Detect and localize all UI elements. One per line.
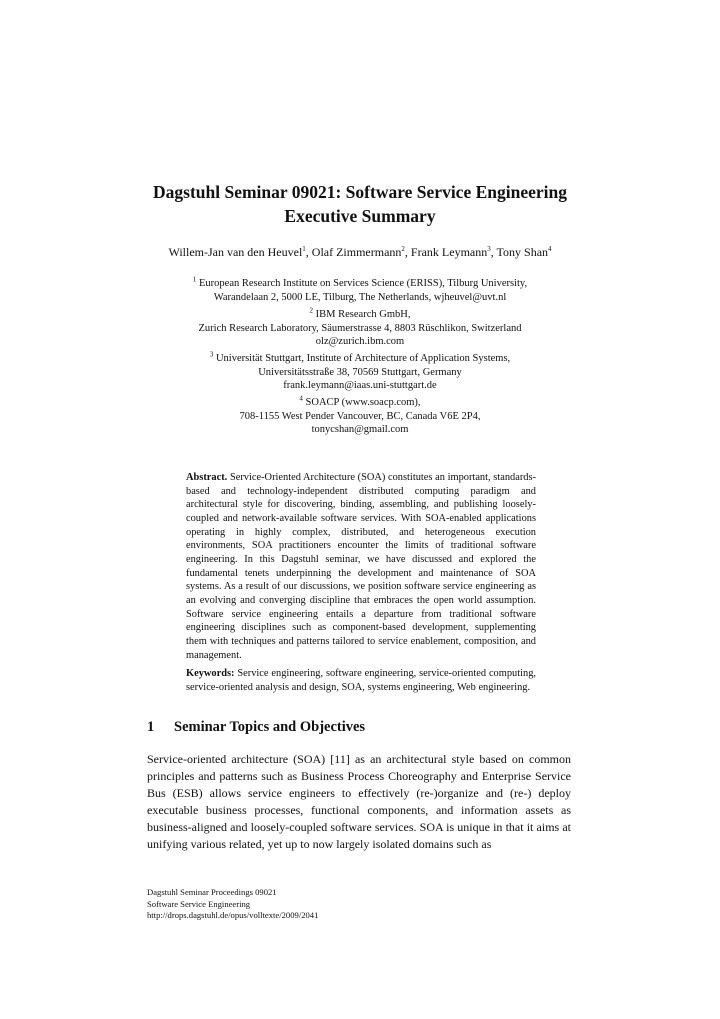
paper-title: [0, 180, 720, 228]
affiliation-line: Warandelaan 2, 5000 LE, Tilburg, The Netherlands, wjheuvel@uvt.nl: [213, 291, 507, 303]
affiliation-marker: 2: [309, 306, 314, 315]
footer-proceedings: Dagstuhl Seminar Proceedings 09021: [147, 887, 277, 897]
author-affiliation-marker: 1: [302, 245, 306, 253]
affiliation-line: European Research Institute on Services Science (ERISS), Tilburg University,: [196, 278, 528, 289]
author-affiliation-marker: 2: [401, 245, 405, 253]
page-footer: [147, 887, 318, 922]
affiliation-marker: 3: [209, 350, 214, 359]
keywords-label: Keywords:: [186, 668, 235, 680]
affiliation-email: olz@zurich.ibm.com: [315, 336, 405, 347]
author-affiliation-marker: 3: [487, 245, 491, 253]
author-separator: ,: [305, 245, 312, 259]
author-name: Tony Shan: [496, 245, 549, 259]
author-separator: ,: [490, 245, 497, 259]
abstract-label: Abstract.: [186, 472, 228, 483]
affiliation-2: [0, 308, 720, 349]
affiliation-line: Zurich Research Laboratory, Säumerstrasse 4, 8803 Rüschlikon, Switzerland: [198, 322, 522, 334]
keywords-text: Service engineering, software engineering, service-oriented computing, service-oriented analysis and design, SOA, systems engineering, Web engineering.: [186, 668, 536, 693]
author-list: [0, 245, 720, 260]
affiliation-email: frank.leymann@iaas.uni-stuttgart.de: [283, 380, 437, 391]
author-name: Olaf Zimmermann: [311, 245, 402, 259]
section-title: Seminar Topics and Objectives: [174, 719, 366, 735]
affiliation-marker: 1: [192, 275, 197, 284]
affiliation-line: 708-1155 West Pender Vancouver, BC, Canada V6E 2P4,: [239, 410, 481, 422]
footer-url: http://drops.dagstuhl.de/opus/volltexte/2009/2041: [147, 910, 319, 920]
abstract-text: Service-Oriented Architecture (SOA) constitutes an important, standards-based and technology-independent distributed computing paradigm and architectural style for discovering, binding, assembling, and publishing loosely-coupled and network-available software services. With SOA-enabled applications operating in highly complex, distributed, and heterogeneous execution environments, SOA practitioners encounter the limits of traditional software engineering. In this Dagstuhl seminar, we have discussed and explored the fundamental tenets underpinning the development and maintenance of SOA systems. As a result of our discussions, we position software service engineering as an evolving and converging discipline that embraces the open world assumption. Software service engineering entails a departure from traditional software engineering disciplines such as component-based development, supplementing them with techniques and patterns tailored to service enablement, composition, and management.: [186, 472, 536, 661]
body-paragraph: Service-oriented architecture (SOA) [11] as an architectural style based on common principles and patterns such as Business Process Choreography and Enterprise Service Bus (ESB) allows service engineers to effectively (re-)organize and (re-) deploy executable business processes, functional components, and information assets as business-aligned and loosely-coupled software services. SOA is unique in that it aims at unifying various related, yet up to now largely isolated domains such as: [147, 752, 571, 851]
abstract-block: [186, 471, 536, 695]
affiliation-4: [0, 396, 720, 437]
affiliation-email: tonycshan@gmail.com: [311, 424, 409, 435]
section-heading: [147, 719, 365, 736]
affiliation-line: IBM Research GmbH,: [313, 309, 411, 320]
body-text: [147, 751, 571, 853]
author-affiliation-marker: 4: [548, 245, 552, 253]
affiliation-line: Universitätsstraße 38, 70569 Stuttgart, Germany: [258, 366, 462, 378]
title-line-2: Executive Summary: [284, 206, 436, 226]
section-number: 1: [147, 719, 155, 735]
footer-seminar-title: Software Service Engineering: [147, 898, 251, 909]
affiliation-line: SOACP (www.soacp.com),: [302, 397, 421, 408]
author-separator: ,: [404, 245, 411, 259]
author-name: Willem-Jan van den Heuvel: [168, 245, 303, 259]
affiliation-1: [0, 277, 720, 304]
keywords-paragraph: [186, 667, 536, 694]
title-line-1: Dagstuhl Seminar 09021: Software Service Engineering: [153, 182, 567, 202]
affiliation-line: Universität Stuttgart, Institute of Architecture of Application Systems,: [213, 353, 511, 364]
author-name: Frank Leymann: [410, 245, 488, 259]
affiliation-marker: 4: [299, 394, 303, 403]
abstract-paragraph: [186, 471, 536, 662]
affiliation-3: [0, 352, 720, 393]
